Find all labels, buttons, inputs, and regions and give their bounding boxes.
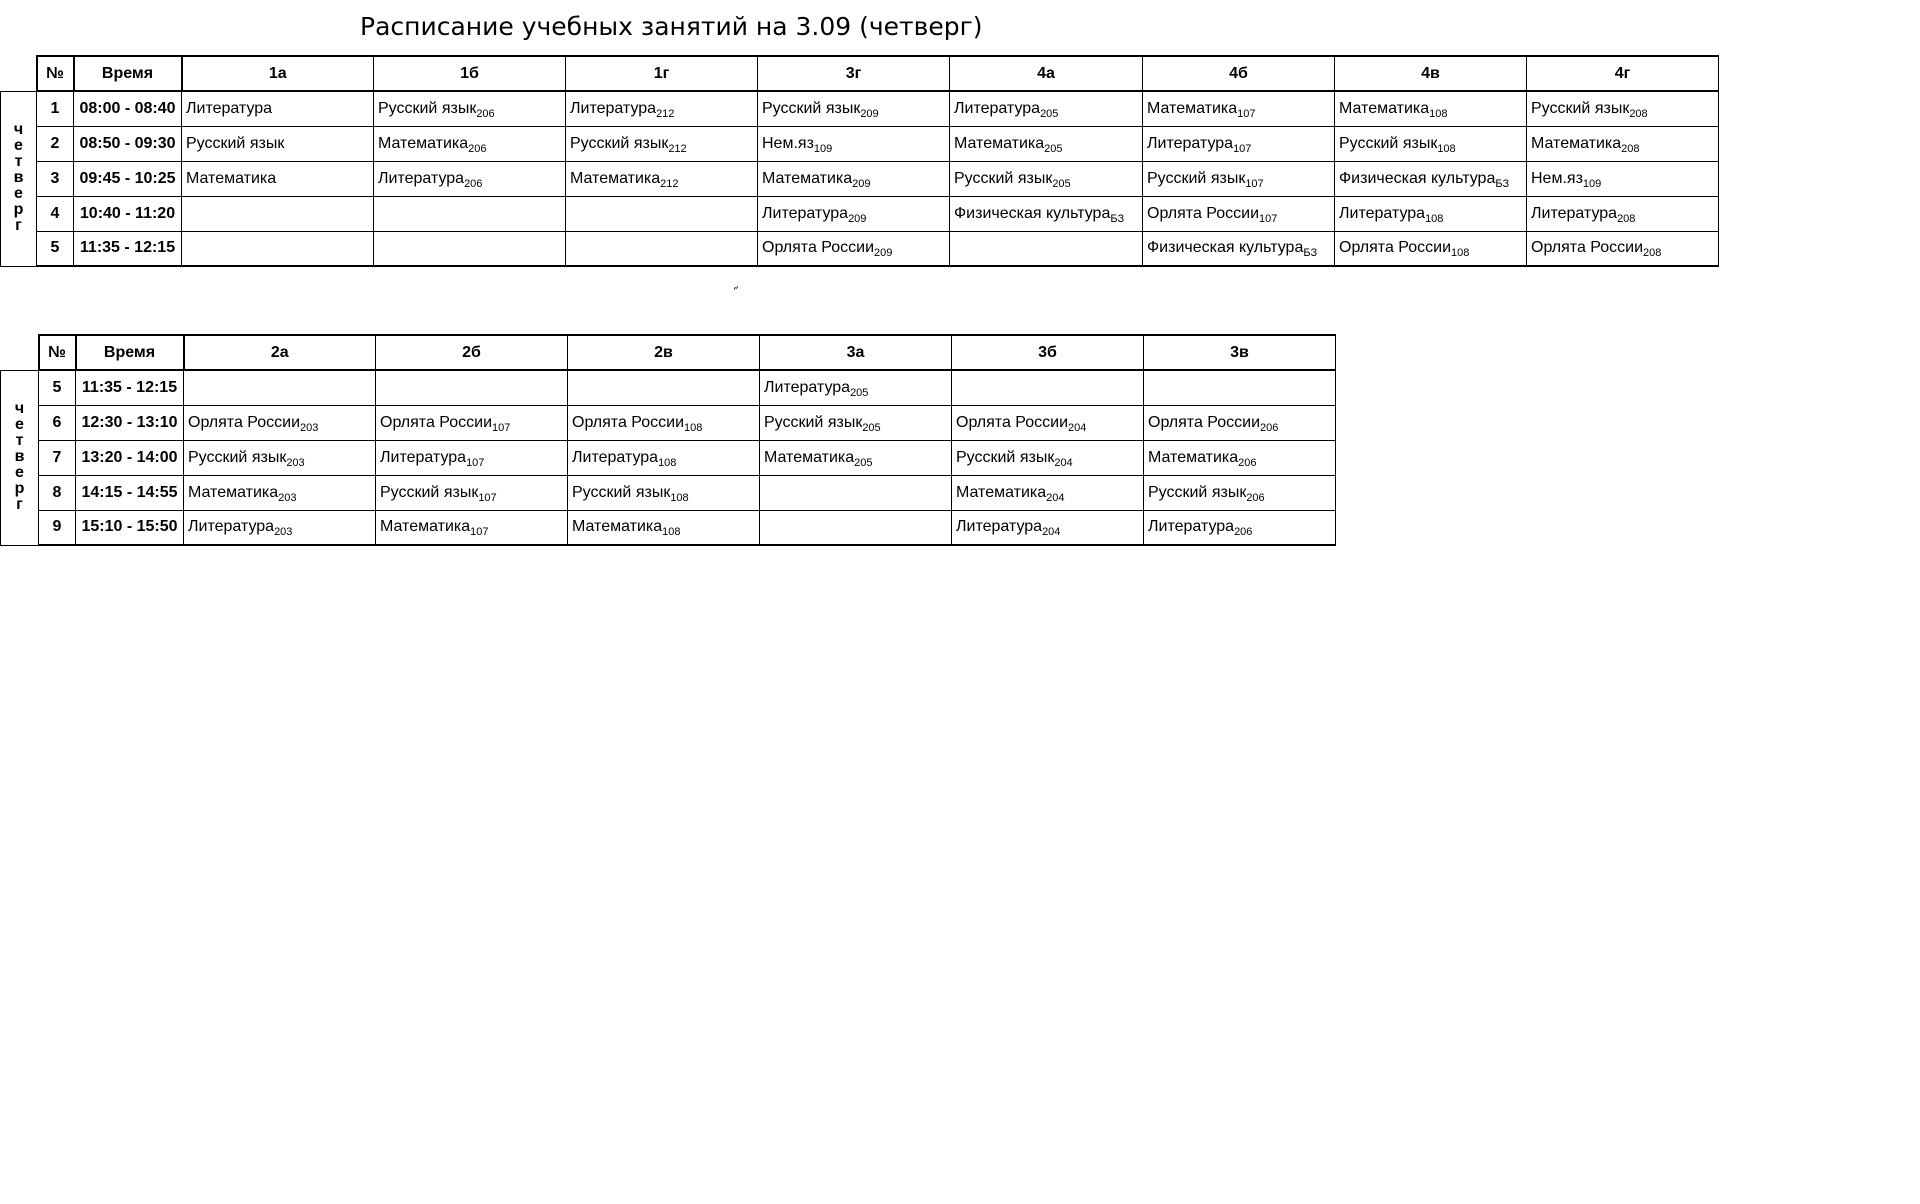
lesson-cell (568, 440, 760, 475)
lesson-cell (1143, 231, 1335, 266)
lesson-cell (568, 510, 760, 545)
subject-name: Физическая культура (954, 204, 1111, 222)
room-number: 107 (470, 526, 489, 539)
lesson-cell (184, 405, 376, 440)
lesson-cell (760, 475, 952, 510)
lesson-cell (1335, 196, 1527, 231)
subject-name: Литература (1339, 204, 1426, 222)
lesson-time: 11:35 - 12:15 (76, 370, 184, 405)
lesson-number: 7 (39, 440, 76, 475)
corner-cell (1, 56, 37, 91)
lesson-cell (950, 91, 1143, 126)
subject-name: Литература (378, 169, 465, 187)
subject-name: Литература (1147, 134, 1234, 152)
schedule-table-secondary (0, 334, 1336, 546)
subject-name: Орлята России (380, 413, 493, 431)
subject-name: Нем.яз (1531, 169, 1583, 187)
table-header-row (1, 335, 1336, 370)
header-class: 1а (182, 56, 374, 91)
subject-name: Русский язык (380, 483, 479, 501)
room-number: 203 (278, 491, 297, 504)
stray-mark: ˶ (730, 277, 741, 295)
header-class: 3в (1144, 335, 1336, 370)
subject-name: Математика (762, 169, 853, 187)
subject-name: Математика (954, 134, 1045, 152)
subject-name: Математика (572, 518, 663, 536)
table-row (1, 196, 1719, 231)
table-header-row (1, 56, 1719, 91)
subject-name: Математика (764, 448, 855, 466)
table-row (1, 510, 1336, 545)
room-number: 107 (466, 456, 485, 469)
lesson-cell (374, 161, 566, 196)
subject-name: Математика (380, 518, 471, 536)
room-number: 204 (1042, 526, 1061, 539)
table-row (1, 126, 1719, 161)
subject-name: Русский язык (956, 448, 1055, 466)
room-number: 206 (1234, 526, 1253, 539)
header-number: № (37, 56, 74, 91)
subject-name: Математика (1339, 99, 1430, 117)
room-number: 203 (286, 456, 305, 469)
lesson-cell (568, 405, 760, 440)
lesson-cell (184, 510, 376, 545)
room-number: 212 (656, 107, 675, 120)
lesson-cell (1144, 370, 1336, 405)
lesson-cell (182, 126, 374, 161)
lesson-cell (1144, 440, 1336, 475)
subject-name: Математика (186, 169, 277, 187)
lesson-number: 1 (37, 91, 74, 126)
subject-name: Литература (762, 204, 849, 222)
lesson-cell (182, 231, 374, 266)
lesson-cell (760, 370, 952, 405)
room-number: 205 (1040, 107, 1059, 120)
lesson-number: 9 (39, 510, 76, 545)
lesson-time: 08:50 - 09:30 (74, 126, 182, 161)
lesson-cell (568, 475, 760, 510)
subject-name: Математика (378, 134, 469, 152)
lesson-cell (566, 91, 758, 126)
subject-name: Математика (1148, 448, 1239, 466)
table-row (1, 370, 1336, 405)
lesson-time: 15:10 - 15:50 (76, 510, 184, 545)
room-number: БЗ (1303, 247, 1318, 260)
lesson-cell (376, 510, 568, 545)
lesson-number: 5 (37, 231, 74, 266)
room-number: 208 (1617, 212, 1636, 225)
lesson-cell (952, 475, 1144, 510)
lesson-time: 12:30 - 13:10 (76, 405, 184, 440)
corner-cell (1, 335, 39, 370)
lesson-cell (952, 440, 1144, 475)
header-class: 2а (184, 335, 376, 370)
room-number: 209 (874, 247, 893, 260)
table-row (1, 475, 1336, 510)
day-label (1, 91, 37, 266)
subject-name: Русский язык (1148, 483, 1247, 501)
subject-name: Русский язык (764, 413, 863, 431)
room-number: 205 (850, 386, 869, 399)
room-number: 208 (1629, 107, 1648, 120)
room-number: 107 (478, 491, 497, 504)
page-title: Расписание учебных занятий на 3.09 (четверг) (360, 12, 983, 41)
subject-name: Литература (1148, 518, 1235, 536)
lesson-cell (950, 196, 1143, 231)
room-number: 205 (854, 456, 873, 469)
table-row (1, 440, 1336, 475)
subject-name: Литература (954, 99, 1041, 117)
header-number: № (39, 335, 76, 370)
lesson-cell (1143, 161, 1335, 196)
header-time: Время (76, 335, 184, 370)
room-number: 203 (274, 526, 293, 539)
lesson-cell (1144, 510, 1336, 545)
lesson-time: 11:35 - 12:15 (74, 231, 182, 266)
lesson-number: 5 (39, 370, 76, 405)
subject-name: Русский язык (572, 483, 671, 501)
lesson-cell (566, 231, 758, 266)
room-number: БЗ (1110, 212, 1125, 225)
subject-name: Математика (188, 483, 279, 501)
room-number: 208 (1643, 247, 1662, 260)
lesson-cell (950, 161, 1143, 196)
subject-name: Литература (572, 448, 659, 466)
lesson-time: 10:40 - 11:20 (74, 196, 182, 231)
room-number: 212 (668, 142, 687, 155)
header-class: 4в (1335, 56, 1527, 91)
room-number: 209 (848, 212, 867, 225)
room-number: 108 (1451, 247, 1470, 260)
lesson-time: 09:45 - 10:25 (74, 161, 182, 196)
room-number: 108 (1429, 107, 1448, 120)
room-number: 206 (464, 177, 483, 190)
subject-name: Орлята России (762, 239, 875, 257)
lesson-cell (1527, 161, 1719, 196)
lesson-cell (1144, 475, 1336, 510)
room-number: 108 (1437, 142, 1456, 155)
subject-name: Орлята России (188, 413, 301, 431)
room-number: 108 (658, 456, 677, 469)
lesson-cell (566, 196, 758, 231)
subject-name: Орлята России (1148, 413, 1261, 431)
lesson-time: 08:00 - 08:40 (74, 91, 182, 126)
room-number: 208 (1621, 142, 1640, 155)
subject-name: Орлята России (956, 413, 1069, 431)
table-row (1, 91, 1719, 126)
lesson-cell (1335, 231, 1527, 266)
room-number: 204 (1046, 491, 1065, 504)
lesson-cell (758, 126, 950, 161)
table-row (1, 161, 1719, 196)
lesson-cell (1335, 161, 1527, 196)
lesson-time: 13:20 - 14:00 (76, 440, 184, 475)
lesson-number: 4 (37, 196, 74, 231)
lesson-number: 6 (39, 405, 76, 440)
lesson-cell (1335, 91, 1527, 126)
room-number: 206 (476, 107, 495, 120)
header-class: 3б (952, 335, 1144, 370)
lesson-cell (1143, 91, 1335, 126)
subject-name: Русский язык (1339, 134, 1438, 152)
room-number: 109 (1582, 177, 1602, 190)
subject-name: Литература (764, 378, 851, 396)
subject-name: Русский язык (1147, 169, 1246, 187)
lesson-cell (760, 405, 952, 440)
lesson-cell (758, 196, 950, 231)
header-class: 4а (950, 56, 1143, 91)
room-number: 107 (1245, 177, 1264, 190)
table-row (1, 231, 1719, 266)
header-class: 3а (760, 335, 952, 370)
lesson-time: 14:15 - 14:55 (76, 475, 184, 510)
lesson-cell (376, 370, 568, 405)
subject-name: Литература (1531, 204, 1618, 222)
lesson-cell (182, 91, 374, 126)
subject-name: Русский язык (378, 99, 477, 117)
lesson-cell (568, 370, 760, 405)
subject-name: Литература (956, 518, 1043, 536)
room-number: 209 (852, 177, 871, 190)
lesson-cell (376, 475, 568, 510)
lesson-cell (758, 161, 950, 196)
lesson-cell (952, 405, 1144, 440)
header-class: 1б (374, 56, 566, 91)
lesson-cell (1527, 126, 1719, 161)
day-label (1, 370, 39, 545)
room-number: 203 (300, 421, 319, 434)
header-time: Время (74, 56, 182, 91)
lesson-cell (566, 126, 758, 161)
subject-name: Математика (1147, 99, 1238, 117)
subject-name: Физическая культура (1339, 169, 1496, 187)
room-number: 108 (662, 526, 681, 539)
lesson-cell (1527, 196, 1719, 231)
day-label-text: четверг (14, 400, 25, 513)
room-number: 212 (660, 177, 679, 190)
lesson-cell (1143, 196, 1335, 231)
lesson-cell (1143, 126, 1335, 161)
header-class: 3г (758, 56, 950, 91)
subject-name: Литература (380, 448, 467, 466)
room-number: 109 (813, 142, 833, 155)
header-class: 4г (1527, 56, 1719, 91)
room-number: БЗ (1495, 177, 1510, 190)
lesson-cell (760, 510, 952, 545)
lesson-cell (758, 231, 950, 266)
room-number: 108 (1425, 212, 1444, 225)
subject-name: Математика (570, 169, 661, 187)
subject-name: Литература (188, 518, 275, 536)
room-number: 107 (1233, 142, 1252, 155)
subject-name: Русский язык (186, 134, 285, 152)
lesson-cell (184, 440, 376, 475)
lesson-cell (182, 161, 374, 196)
lesson-cell (1527, 91, 1719, 126)
lesson-number: 3 (37, 161, 74, 196)
subject-name: Литература (570, 99, 657, 117)
subject-name: Орлята России (572, 413, 685, 431)
subject-name: Русский язык (954, 169, 1053, 187)
room-number: 206 (468, 142, 487, 155)
room-number: 107 (1237, 107, 1256, 120)
lesson-cell (374, 91, 566, 126)
subject-name: Орлята России (1339, 239, 1452, 257)
lesson-cell (760, 440, 952, 475)
header-class: 2в (568, 335, 760, 370)
room-number: 108 (670, 491, 689, 504)
subject-name: Литература (186, 99, 273, 117)
lesson-cell (1527, 231, 1719, 266)
room-number: 206 (1260, 421, 1279, 434)
subject-name: Русский язык (762, 99, 861, 117)
room-number: 108 (684, 421, 703, 434)
room-number: 205 (1052, 177, 1071, 190)
lesson-cell (952, 510, 1144, 545)
lesson-cell (566, 161, 758, 196)
lesson-cell (1144, 405, 1336, 440)
subject-name: Физическая культура (1147, 239, 1304, 257)
header-class: 1г (566, 56, 758, 91)
header-class: 4б (1143, 56, 1335, 91)
room-number: 206 (1238, 456, 1257, 469)
subject-name: Орлята России (1147, 204, 1260, 222)
subject-name: Математика (956, 483, 1047, 501)
subject-name: Орлята России (1531, 239, 1644, 257)
lesson-number: 8 (39, 475, 76, 510)
subject-name: Русский язык (570, 134, 669, 152)
lesson-cell (374, 126, 566, 161)
day-label-text: четверг (13, 121, 24, 234)
lesson-cell (950, 126, 1143, 161)
lesson-cell (376, 405, 568, 440)
lesson-cell (758, 91, 950, 126)
room-number: 204 (1054, 456, 1073, 469)
subject-name: Нем.яз (762, 134, 814, 152)
lesson-cell (1335, 126, 1527, 161)
lesson-cell (374, 231, 566, 266)
lesson-number: 2 (37, 126, 74, 161)
lesson-cell (182, 196, 374, 231)
lesson-cell (952, 370, 1144, 405)
room-number: 209 (860, 107, 879, 120)
room-number: 107 (1259, 212, 1278, 225)
lesson-cell (374, 196, 566, 231)
lesson-cell (184, 475, 376, 510)
schedule-table-primary (0, 55, 1719, 267)
room-number: 107 (492, 421, 511, 434)
subject-name: Русский язык (188, 448, 287, 466)
subject-name: Математика (1531, 134, 1622, 152)
room-number: 204 (1068, 421, 1087, 434)
lesson-cell (184, 370, 376, 405)
room-number: 205 (862, 421, 881, 434)
subject-name: Русский язык (1531, 99, 1630, 117)
lesson-cell (376, 440, 568, 475)
lesson-cell (950, 231, 1143, 266)
room-number: 205 (1044, 142, 1063, 155)
header-class: 2б (376, 335, 568, 370)
room-number: 206 (1246, 491, 1265, 504)
table-row (1, 405, 1336, 440)
